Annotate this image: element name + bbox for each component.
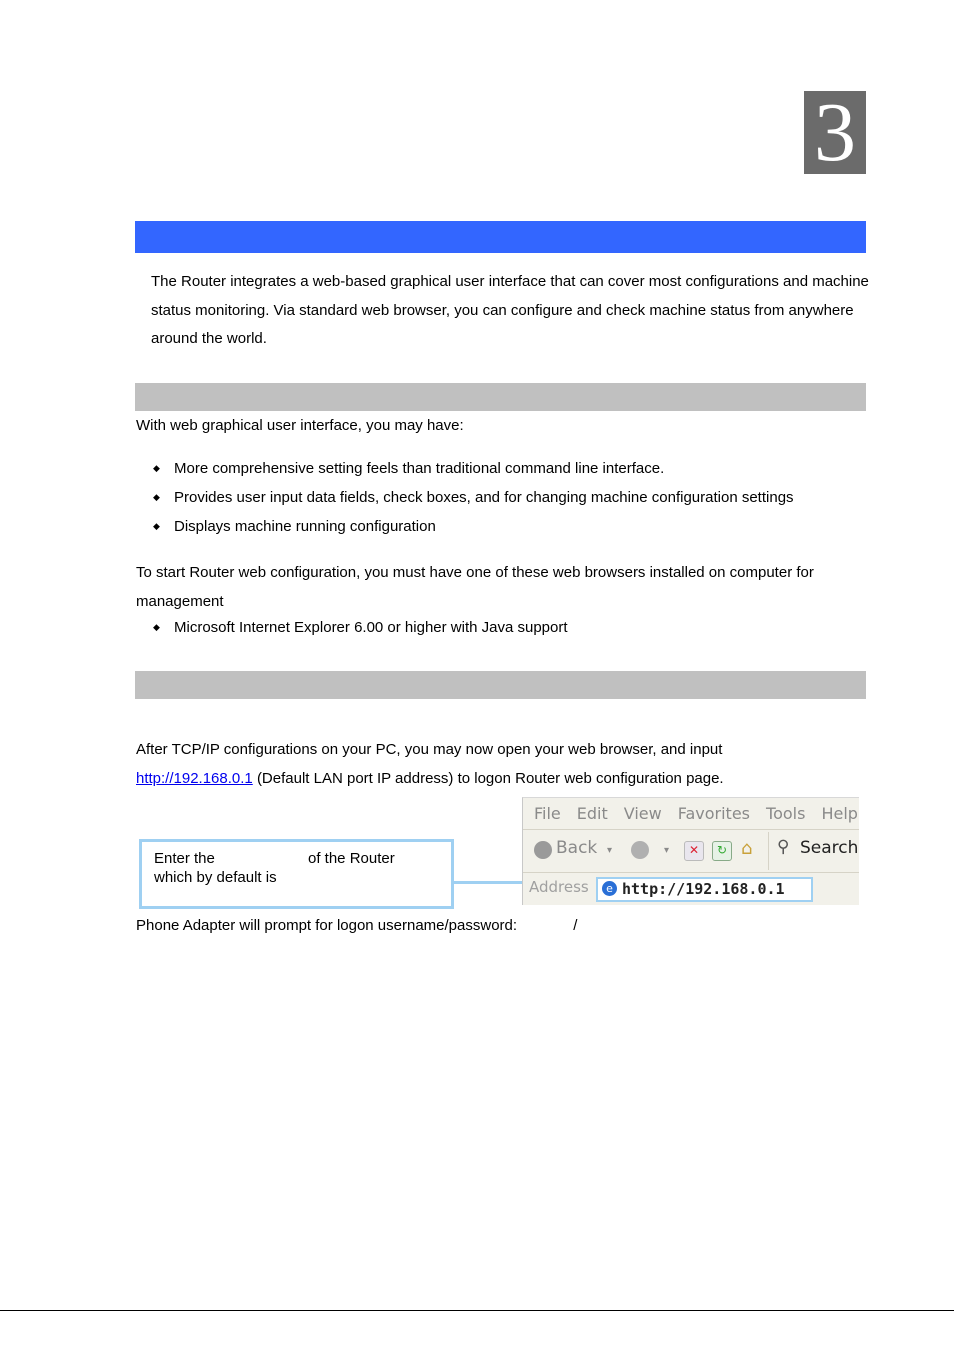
search-button[interactable]: Search [800, 838, 859, 858]
list-item: ◆ Microsoft Internet Explorer 6.00 or higher with Java support [153, 619, 568, 636]
menu-edit[interactable]: Edit [576, 804, 608, 823]
bullet-icon: ◆ [153, 521, 160, 531]
address-value: http://192.168.0.1 [622, 880, 785, 898]
menu-view[interactable]: View [623, 804, 662, 823]
address-bar[interactable] [596, 877, 813, 902]
chapter-number: 3 [804, 91, 866, 174]
browser-list [153, 613, 873, 642]
menu-favorites[interactable]: Favorites [677, 804, 751, 823]
bullet-icon: ◆ [153, 492, 160, 502]
back-dropdown-icon[interactable]: ▾ [607, 845, 613, 856]
list-item: ◆ Provides user input data fields, check boxes, and for changing machine configuration settings [153, 489, 794, 506]
intro-paragraph: The Router integrates a web-based graphical user interface that can cover most configurations and machine status monitoring. Via standard web browser, you can configure and check machine status from anywhere around the world. [151, 273, 869, 347]
stop-icon[interactable]: ✕ [684, 841, 704, 861]
browser-screenshot [522, 797, 859, 905]
ip-callout: Enter the of the Router which by default is [139, 839, 454, 909]
browser-menu-bar [534, 804, 859, 823]
subsection-bar-login [135, 671, 866, 699]
forward-arrow-icon[interactable] [631, 841, 649, 859]
home-icon[interactable]: ⌂ [741, 838, 753, 859]
search-icon[interactable]: ⚲ [777, 837, 790, 857]
browser-requirement: To start Router web configuration, you must have one of these web browsers installed on computer for management [136, 564, 814, 610]
address-label: Address [529, 878, 589, 896]
bullet-icon: ◆ [153, 622, 160, 632]
menu-file[interactable]: File [534, 804, 561, 823]
list-item: ◆ Displays machine running configuration [153, 518, 436, 535]
footer-rule [0, 1310, 954, 1311]
bullet-icon: ◆ [153, 463, 160, 473]
logon-prompt: Phone Adapter will prompt for logon username/password: / [136, 917, 578, 934]
credentials-separator: / [573, 917, 578, 934]
forward-dropdown-icon[interactable]: ▾ [664, 845, 670, 856]
subsection-bar-features [135, 383, 866, 411]
section-header-bar [135, 221, 866, 253]
menu-tools[interactable]: Tools [766, 804, 806, 823]
login-instructions: After TCP/IP configurations on your PC, you may now open your web browser, and input http://192.168.0.1 (Default LAN port IP address) to logon Router web configuration page. [136, 741, 724, 787]
ie-page-icon: e [602, 881, 617, 896]
back-button[interactable]: Back [556, 838, 598, 858]
default-ip-link[interactable]: http://192.168.0.1 [136, 770, 253, 787]
menu-help[interactable]: Help [821, 804, 858, 823]
list-item: ◆ More comprehensive setting feels than traditional command line interface. [153, 460, 665, 477]
back-arrow-icon [534, 841, 552, 859]
features-intro: With web graphical user interface, you may have: [136, 417, 464, 434]
refresh-icon[interactable]: ↻ [712, 841, 732, 861]
feature-list [153, 454, 873, 541]
